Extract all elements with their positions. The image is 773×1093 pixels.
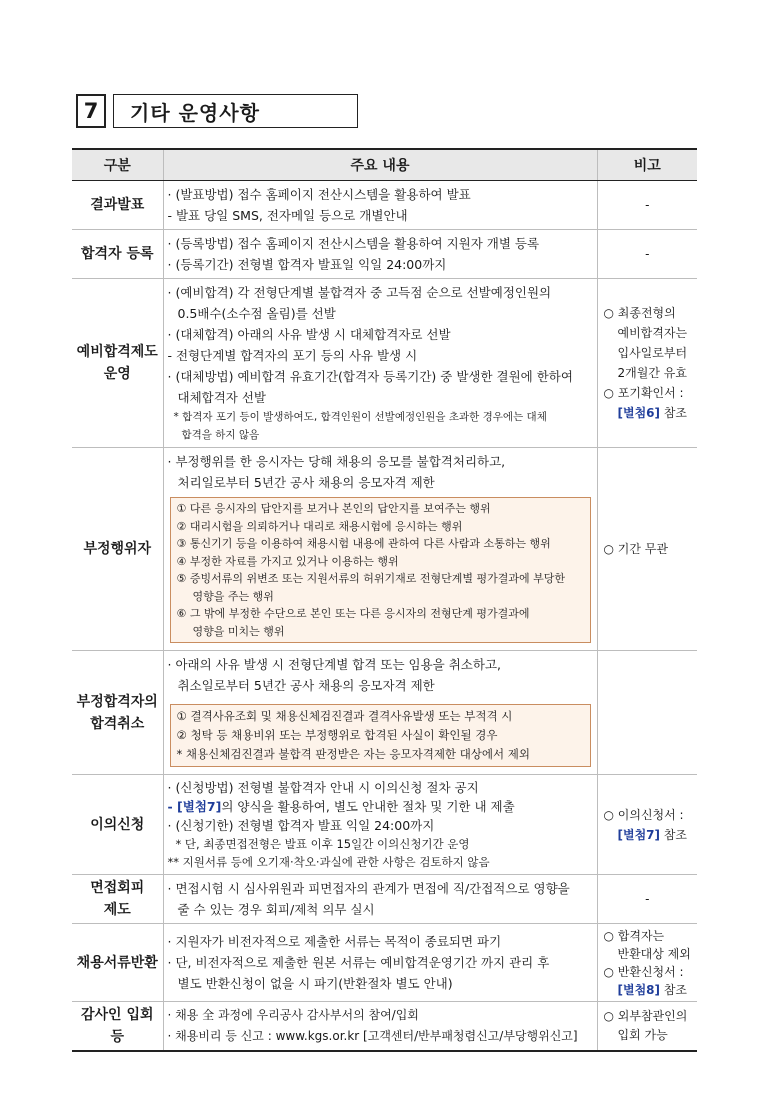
content-line: · 지원자가 비전자적으로 제출한 서류는 목적이 종료되면 파기 bbox=[167, 934, 502, 949]
section-title: 기타 운영사항 bbox=[113, 94, 358, 128]
section-number: 7 bbox=[76, 94, 106, 128]
list-item: ④ 부정한 자료를 가지고 있거나 이용하는 행위 bbox=[176, 554, 399, 568]
row-note: - bbox=[597, 181, 697, 230]
content-line: · (신청기한) 전형별 합격자 발표 익일 24:00까지 bbox=[167, 818, 435, 833]
content-line: 0.5배수(소수점 올림)를 선발 bbox=[177, 306, 336, 321]
content-line: 처리일로부터 5년간 공사 채용의 응모자격 제한 bbox=[177, 475, 435, 490]
content-footnote: ** 지원서류 등에 오기재·착오·과실에 관한 사항은 검토하지 않음 bbox=[167, 855, 490, 869]
content-line: - [별첨7]의 양식을 활용하여, 별도 안내한 절차 및 기한 내 제출 bbox=[167, 799, 515, 814]
content-line: · (대체합격) 아래의 사유 발생 시 대체합격자로 선발 bbox=[167, 327, 451, 342]
row-category: 결과발표 bbox=[72, 181, 163, 230]
content-line: 취소일로부터 5년간 공사 채용의 응모자격 제한 bbox=[177, 678, 435, 693]
row-note: ○ 합격자는 반환대상 제외 ○ 반환신청서 : [별첨8] 참조 bbox=[597, 924, 697, 1002]
content-line: · (신청방법) 전형별 불합격자 안내 시 이의신청 절차 공지 bbox=[167, 780, 479, 795]
content-line: · (대체방법) 예비합격 유효기간(합격자 등록기간) 중 발생한 결원에 한하여 bbox=[167, 369, 573, 384]
attachment-ref: - [별첨7] bbox=[167, 799, 222, 814]
header-category: 구분 bbox=[72, 149, 163, 181]
row-content bbox=[163, 279, 597, 448]
row-category: 예비합격제도 운영 bbox=[72, 279, 163, 448]
row-content bbox=[163, 230, 597, 279]
row-note: ○ 기간 무관 bbox=[597, 448, 697, 651]
attachment-ref: [별첨8] bbox=[617, 982, 661, 997]
list-item: * 채용신체검진결과 불합격 판정받은 자는 응모자격제한 대상에서 제외 bbox=[176, 747, 530, 761]
row-category: 면접회피 제도 bbox=[72, 875, 163, 924]
list-item: ③ 통신기기 등을 이용하여 채용시험 내용에 관하여 다른 사람과 소통하는 행위 bbox=[176, 537, 551, 550]
row-note: ○ 이의신청서 : [별첨7] 참조 bbox=[597, 775, 697, 875]
row-content bbox=[163, 651, 597, 775]
table-row bbox=[72, 448, 697, 651]
row-category: 채용서류반환 bbox=[72, 924, 163, 1002]
content-line: - 발표 당일 SMS, 전자메일 등으로 개별안내 bbox=[167, 208, 408, 223]
header-note: 비고 bbox=[597, 149, 697, 181]
violation-list-box bbox=[170, 497, 591, 643]
content-footnote: * 단, 최종면접전형은 발표 이후 15일간 이의신청기간 운영 bbox=[175, 837, 470, 851]
row-note: - bbox=[597, 875, 697, 924]
list-item: 영향을 미치는 행위 bbox=[192, 624, 285, 638]
content-line: · 채용 全 과정에 우리공사 감사부서의 참여/입회 bbox=[167, 1008, 419, 1022]
content-line: 별도 반환신청이 없을 시 파기(반환절차 별도 안내) bbox=[177, 976, 453, 991]
content-line: · 부정행위를 한 응시자는 당해 채용의 응모를 불합격처리하고, bbox=[167, 454, 506, 469]
cancel-reason-box bbox=[170, 704, 591, 767]
row-note: ○ 최종전형의 예비합격자는 입사일로부터 2개월간 유효 ○ 포기확인서 : [별첨6] 참조 bbox=[597, 279, 697, 448]
row-category: 합격자 등록 bbox=[72, 230, 163, 279]
row-note: ○ 외부참관인의 입회 가능 bbox=[597, 1002, 697, 1052]
table-row bbox=[72, 230, 697, 279]
table-row bbox=[72, 924, 697, 1002]
content-line: - 전형단계별 합격자의 포기 등의 사유 발생 시 bbox=[167, 348, 418, 363]
list-item: ① 다른 응시자의 답안지를 보거나 본인의 답안지를 보여주는 행위 bbox=[176, 502, 491, 515]
table-row bbox=[72, 181, 697, 230]
list-item: 영향을 주는 행위 bbox=[192, 589, 274, 603]
row-note: - bbox=[597, 230, 697, 279]
content-line: · (등록기간) 전형별 합격자 발표일 익일 24:00까지 bbox=[167, 257, 447, 272]
list-item: ⑥ 그 밖에 부정한 수단으로 본인 또는 다른 응시자의 전형단계 평가결과에 bbox=[176, 607, 530, 620]
content-line: · 면접시험 시 심사위원과 피면접자의 관계가 면접에 직/간접적으로 영향을 bbox=[167, 881, 570, 896]
row-content bbox=[163, 1002, 597, 1052]
content-line: · (발표방법) 접수 홈페이지 전산시스템을 활용하여 발표 bbox=[167, 187, 471, 202]
row-category: 부정행위자 bbox=[72, 448, 163, 651]
content-footnote: * 합격자 포기 등이 발생하여도, 합격인원이 선발예정인원을 초과한 경우에는 대체 bbox=[173, 411, 547, 423]
content-footnote: 합격을 하지 않음 bbox=[181, 429, 260, 441]
table-row bbox=[72, 279, 697, 448]
row-content bbox=[163, 875, 597, 924]
attachment-ref: [별첨7] bbox=[617, 827, 661, 842]
row-note bbox=[597, 651, 697, 775]
row-category: 이의신청 bbox=[72, 775, 163, 875]
content-line: · 채용비리 등 신고 : www.kgs.or.kr [고객센터/반부패청렴신고/부당행위신고] bbox=[167, 1029, 578, 1043]
content-line: · (예비합격) 각 전형단계별 불합격자 중 고득점 순으로 선발예정인원의 bbox=[167, 285, 552, 300]
list-item: ② 대리시험을 의뢰하거나 대리로 채용시험에 응시하는 행위 bbox=[176, 519, 463, 533]
list-item: ⑤ 증빙서류의 위변조 또는 지원서류의 허위기재로 전형단계별 평가결과에 부당한 bbox=[176, 572, 565, 585]
row-content bbox=[163, 775, 597, 875]
row-content bbox=[163, 181, 597, 230]
table-row bbox=[72, 1002, 697, 1052]
row-content bbox=[163, 924, 597, 1002]
header-content: 주요 내용 bbox=[163, 149, 597, 181]
content-line: · 단, 비전자적으로 제출한 원본 서류는 예비합격운영기간 까지 관리 후 bbox=[167, 955, 550, 970]
table-row bbox=[72, 651, 697, 775]
row-category: 감사인 입회 등 bbox=[72, 1002, 163, 1052]
attachment-ref: [별첨6] bbox=[617, 406, 661, 420]
table-header-row bbox=[72, 149, 697, 181]
table-row bbox=[72, 875, 697, 924]
content-line: · (등록방법) 접수 홈페이지 전산시스템을 활용하여 지원자 개별 등록 bbox=[167, 236, 540, 251]
table-row bbox=[72, 775, 697, 875]
content-line: 줄 수 있는 경우 회피/제척 의무 실시 bbox=[177, 902, 375, 917]
content-line: · 아래의 사유 발생 시 전형단계별 합격 또는 임용을 취소하고, bbox=[167, 657, 502, 672]
row-content bbox=[163, 448, 597, 651]
content-line: 대체합격자 선발 bbox=[177, 390, 266, 405]
row-category: 부정합격자의 합격취소 bbox=[72, 651, 163, 775]
operations-table bbox=[72, 148, 697, 1052]
list-item: ② 청탁 등 채용비위 또는 부정행위로 합격된 사실이 확인될 경우 bbox=[176, 728, 498, 742]
list-item: ① 결격사유조회 및 채용신체검진결과 결격사유발생 또는 부적격 시 bbox=[176, 709, 513, 723]
